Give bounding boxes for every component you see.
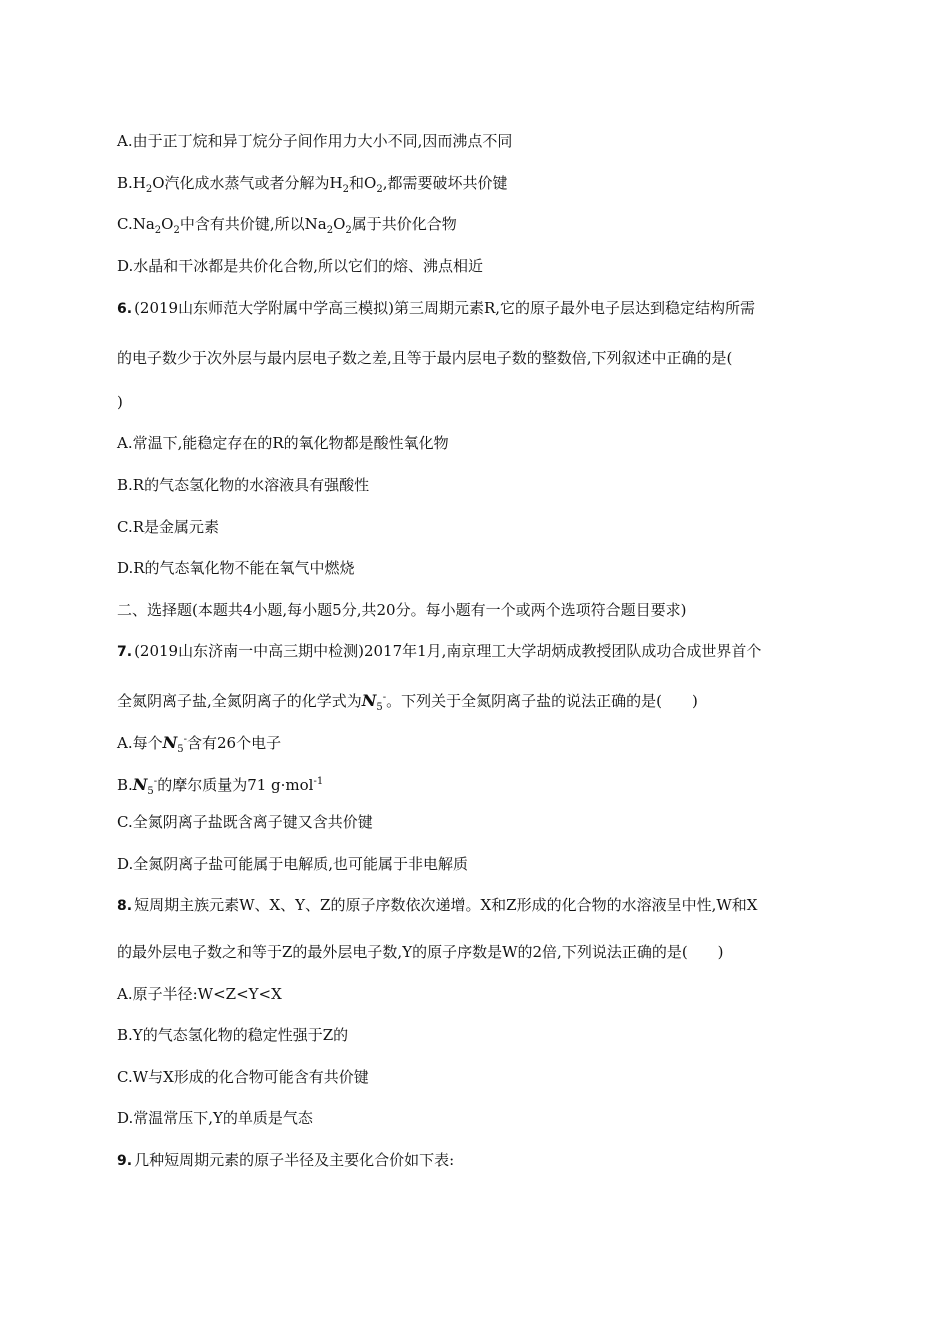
q8-option-c: C.W与X形成的化合物可能含有共价键	[117, 1068, 369, 1086]
q7-option-c: C.全氮阴离子盐既含离子键又含共价键	[117, 813, 373, 831]
q7-option-b: $B.N_5^-$的摩尔质量为71 g·mol$^{-1}$	[117, 775, 324, 797]
q8-option-b: B.Y的气态氢化物的稳定性强于Z的	[117, 1026, 349, 1044]
q8-option-a: A.原子半径:W<Z<Y<X	[117, 985, 282, 1003]
q7-stem-line1: 7. (2019山东济南一中高三期中检测)2017年1月,南京理工大学胡炳成教授团队成功合成世界首个	[117, 642, 762, 660]
q6-option-c: C.R是金属元素	[117, 518, 220, 536]
q8-option-d: D.常温常压下,Y的单质是气态	[117, 1109, 313, 1127]
q7-option-a: A.每个$N_5^-$含有26个电子	[117, 733, 282, 755]
q6-stem-line1: 6. (2019山东师范大学附属中学高三模拟)第三周期元素R,它的原子最外电子层达到稳定结构所需	[117, 299, 756, 317]
q6-option-a: A.常温下,能稳定存在的R的氧化物都是酸性氧化物	[117, 434, 449, 452]
q6-option-d: D.R的气态氧化物不能在氧气中燃烧	[117, 559, 355, 577]
q5-option-b: $B.H_2O$汽化成水蒸气或者分解为$H_2$和$O_2$,都需要破坏共价键	[117, 174, 508, 195]
q8-stem-line1: 8. 短周期主族元素W、X、Y、Z的原子序数依次递增。X和Z形成的化合物的水溶液呈中性,W和X	[117, 896, 758, 914]
q8-number: 8.	[117, 898, 133, 914]
q6-stem-line3: )	[117, 393, 123, 411]
q5-option-d: D.水晶和干冰都是共价化合物,所以它们的熔、沸点相近	[117, 257, 484, 275]
q5-option-c: $C.Na_2O_2$中含有共价键,所以$Na_2O_2$属于共价化合物	[117, 215, 457, 236]
section-2-heading: 二、选择题(本题共4小题,每小题5分,共20分。每小题有一个或两个选项符合题目要求)	[117, 601, 687, 619]
q6-number: 6.	[117, 301, 133, 317]
q6-option-b: B.R的气态氢化物的水溶液具有强酸性	[117, 476, 370, 494]
q9-number: 9.	[117, 1153, 133, 1169]
q7-number: 7.	[117, 644, 133, 660]
q7-option-d: D.全氮阴离子盐可能属于电解质,也可能属于非电解质	[117, 855, 469, 873]
q6-stem-line2: 的电子数少于次外层与最内层电子数之差,且等于最内层电子数的整数倍,下列叙述中正确的是(	[117, 349, 733, 367]
q8-stem-line2: 的最外层电子数之和等于Z的最外层电子数,Y的原子序数是W的2倍,下列说法正确的是( )	[117, 943, 724, 961]
q7-stem-line2: 全氮阴离子盐,全氮阴离子的化学式为$N_5^-$。下列关于全氮阴离子盐的说法正确的是( )	[117, 691, 698, 713]
q9-stem-line1: 9. 几种短周期元素的原子半径及主要化合价如下表:	[117, 1151, 455, 1169]
q5-option-a: A.由于正丁烷和异丁烷分子间作用力大小不同,因而沸点不同	[117, 132, 513, 150]
